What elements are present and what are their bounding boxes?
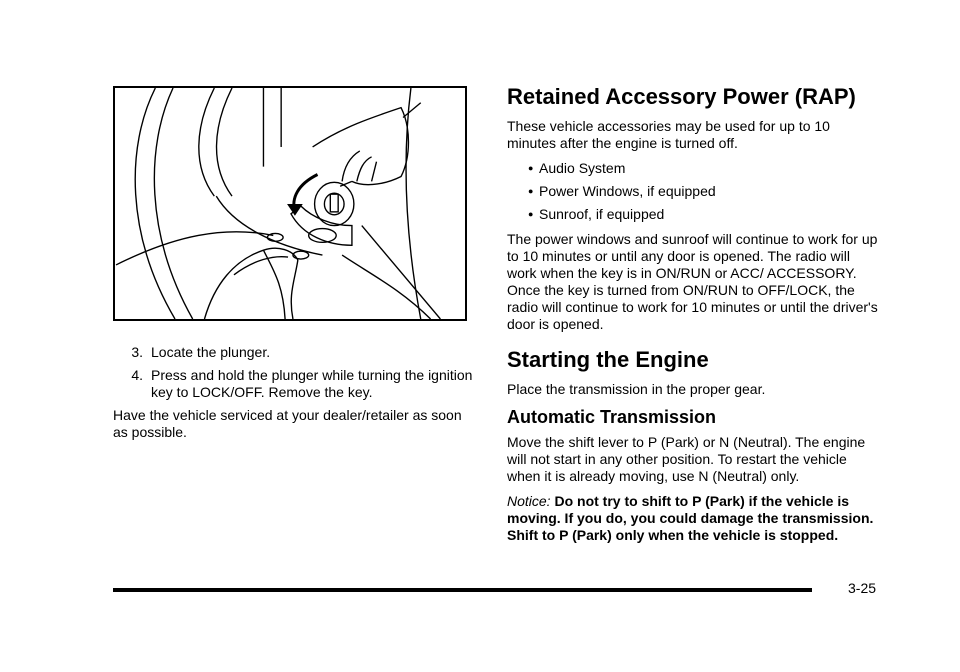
- bullet-text: Sunroof, if equipped: [539, 206, 665, 222]
- bullet-icon: ●: [528, 186, 534, 196]
- list-item: [113, 344, 473, 361]
- bullet-text: Power Windows, if equipped: [539, 183, 716, 199]
- page-number: 3-25: [848, 580, 877, 596]
- starting-intro: Place the transmission in the proper gear.: [507, 381, 766, 397]
- list-item: [507, 160, 879, 177]
- list-item: [507, 206, 879, 223]
- step-text: Locate the plunger.: [151, 344, 271, 360]
- list-item: [507, 183, 879, 200]
- notice-text: Do not try to shift to P (Park) if the vehicle is moving. If you do, you could damage the transmission. Shift to P (Park) only when the vehicle is stopped.: [507, 493, 874, 543]
- automatic-heading: Automatic Transmission: [507, 407, 717, 427]
- closing-paragraph: Have the vehicle serviced at your dealer/retailer as soon as possible.: [113, 407, 462, 440]
- automatic-body: Move the shift lever to P (Park) or N (Neutral). The engine will not start in any other position. To restart the vehicle when it is already moving, use N (Neutral) only.: [507, 434, 866, 484]
- ignition-key-release-illustration: [113, 86, 467, 321]
- rap-body: The power windows and sunroof will continue to work for up to 10 minutes or until any door is opened. The radio will work when the key is in ON/RUN or ACC/ ACCESSORY. Once the key is turned from ON/RUN to OFF/LOCK, the radio will continue to work for 10 minutes or until the driver's door is opened.: [507, 231, 878, 332]
- right-column: [507, 84, 879, 552]
- rap-intro: These vehicle accessories may be used for up to 10 minutes after the engine is turned off.: [507, 118, 830, 151]
- step-number: 4.: [131, 367, 143, 383]
- bullet-icon: ●: [528, 163, 534, 173]
- footer-rule: [113, 588, 812, 592]
- left-column: [113, 344, 473, 451]
- step-text: Press and hold the plunger while turning the ignition key to LOCK/OFF. Remove the key.: [151, 367, 473, 400]
- rap-accessory-list: [507, 160, 879, 223]
- rap-heading: Retained Accessory Power (RAP): [507, 84, 856, 109]
- step-number: 3.: [131, 344, 143, 360]
- illustration-drawing: [115, 88, 465, 319]
- bullet-icon: ●: [528, 209, 534, 219]
- notice-label: Notice:: [507, 493, 551, 509]
- notice: [507, 493, 879, 544]
- bullet-text: Audio System: [539, 160, 626, 176]
- list-item: [113, 367, 473, 401]
- starting-heading: Starting the Engine: [507, 347, 709, 372]
